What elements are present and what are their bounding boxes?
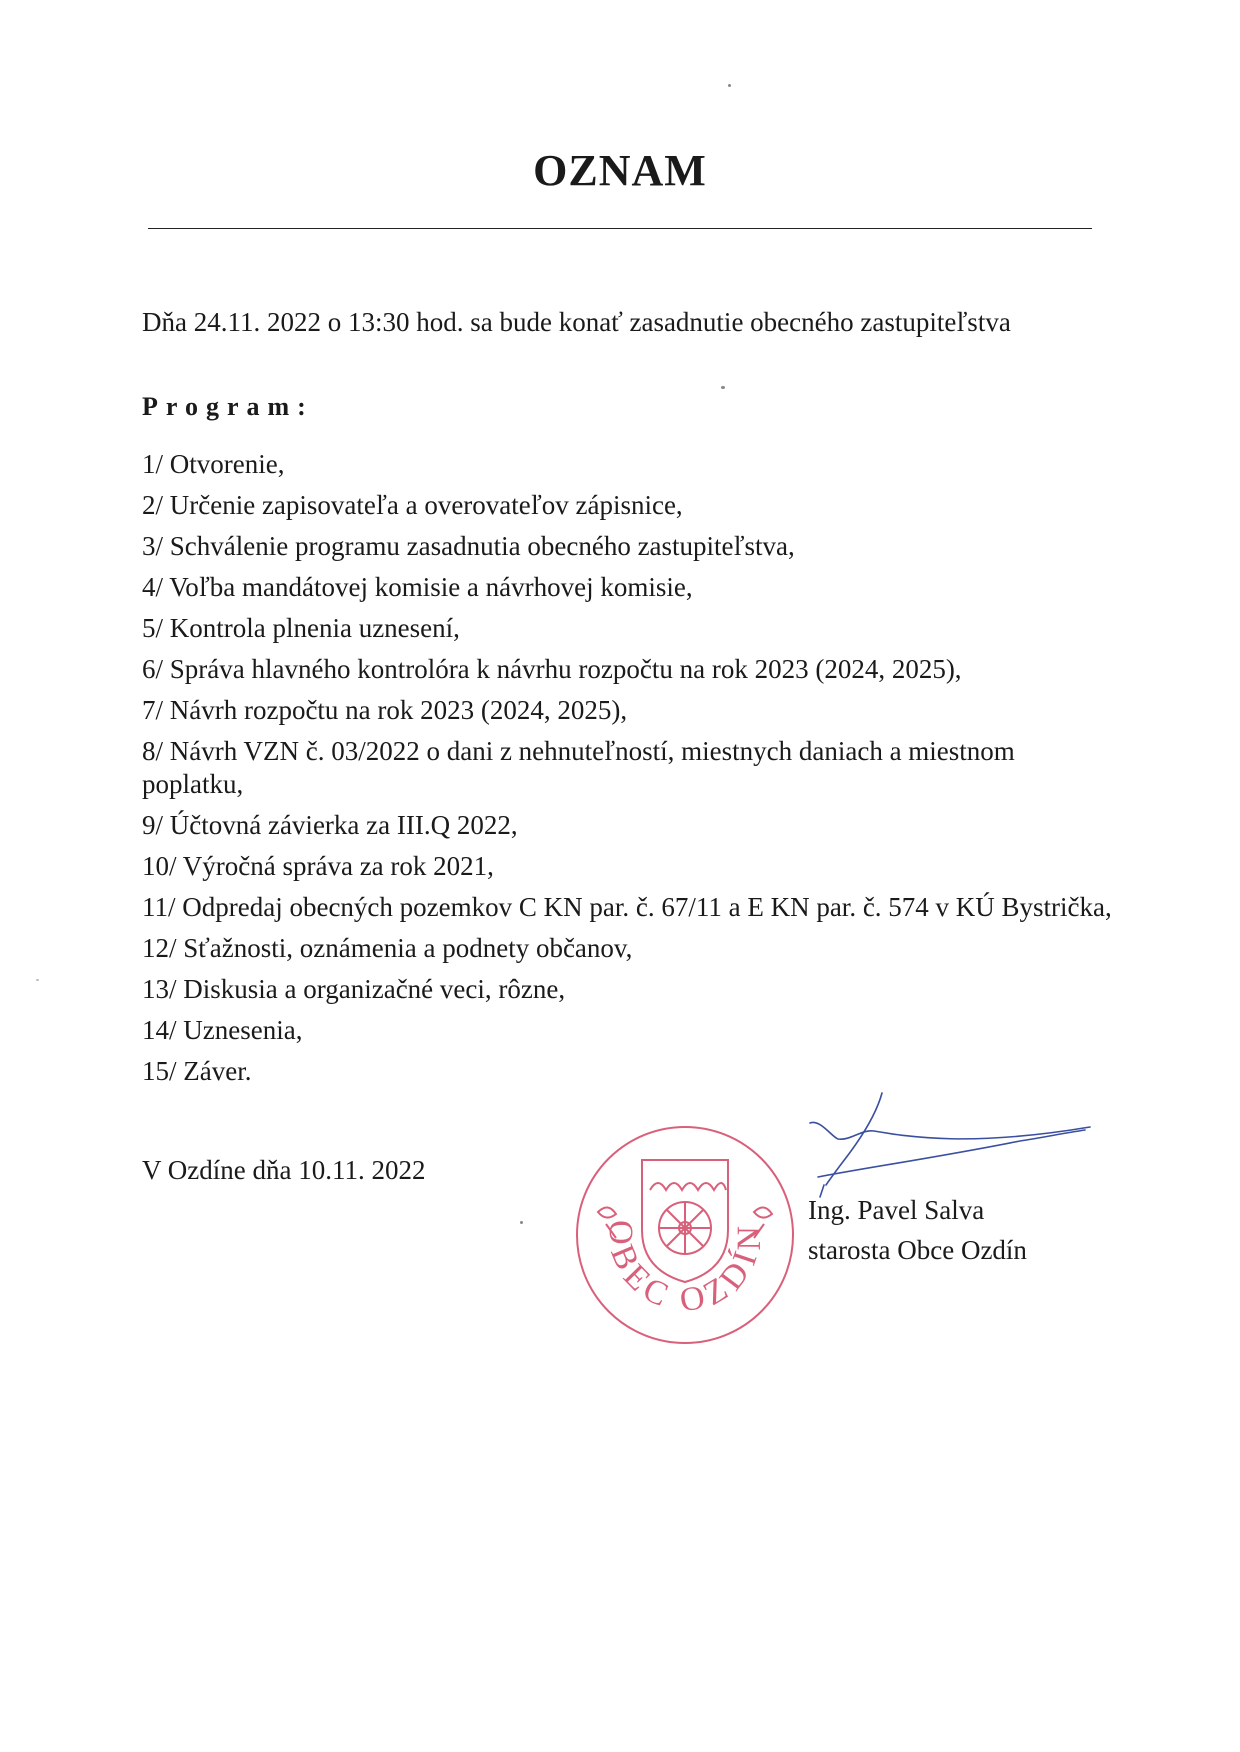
- agenda-item: 6/ Správa hlavného kontrolóra k návrhu rozpočtu na rok 2023 (2024, 2025),: [142, 654, 962, 684]
- scan-speck: [520, 1221, 523, 1224]
- agenda-item: 1/ Otvorenie,: [142, 449, 285, 479]
- stamp-foliage: [650, 1183, 726, 1190]
- place-and-date: V Ozdíne dňa 10.11. 2022: [142, 1155, 426, 1185]
- agenda-item: 13/ Diskusia a organizačné veci, rôzne,: [142, 974, 566, 1004]
- stamp-text: OBEC OZDÍN: [601, 1219, 769, 1320]
- agenda-item: 14/ Uznesenia,: [142, 1015, 303, 1045]
- agenda-item: 2/ Určenie zapisovateľa a overovateľov zápisnice,: [142, 490, 683, 520]
- agenda-item: 9/ Účtovná závierka za III.Q 2022,: [142, 810, 518, 840]
- program-heading: Program:: [142, 392, 314, 421]
- agenda-item: 15/ Záver.: [142, 1056, 252, 1086]
- signatory-name: Ing. Pavel Salva: [808, 1195, 985, 1225]
- meeting-announcement: Dňa 24.11. 2022 o 13:30 hod. sa bude konať zasadnutie obecného zastupiteľstva: [142, 307, 1011, 337]
- scan-speck: [721, 386, 725, 389]
- handwritten-signature: [790, 1085, 1110, 1200]
- agenda-item: 7/ Návrh rozpočtu na rok 2023 (2024, 2025),: [142, 695, 628, 725]
- title-divider: [148, 228, 1092, 229]
- agenda-item: 3/ Schválenie programu zasadnutia obecného zastupiteľstva,: [142, 531, 795, 561]
- scan-speck: [728, 84, 731, 87]
- document-title: OZNAM: [533, 146, 707, 195]
- agenda-list: [142, 448, 1122, 1096]
- municipal-stamp: [570, 1120, 800, 1350]
- agenda-item: 10/ Výročná správa za rok 2021,: [142, 851, 494, 881]
- agenda-item: 11/ Odpredaj obecných pozemkov C KN par. č. 67/11 a E KN par. č. 574 v KÚ Bystrička,: [142, 892, 1112, 922]
- agenda-item: 4/ Voľba mandátovej komisie a návrhovej komisie,: [142, 572, 693, 602]
- signatory-role: starosta Obce Ozdín: [808, 1235, 1027, 1265]
- agenda-item: 8/ Návrh VZN č. 03/2022 o dani z nehnuteľností, miestnych daniach a miestnom poplatku,: [142, 736, 1015, 799]
- scan-speck: [36, 979, 39, 981]
- agenda-item: 5/ Kontrola plnenia uznesení,: [142, 613, 460, 643]
- agenda-item: 12/ Sťažnosti, oznámenia a podnety občanov,: [142, 933, 633, 963]
